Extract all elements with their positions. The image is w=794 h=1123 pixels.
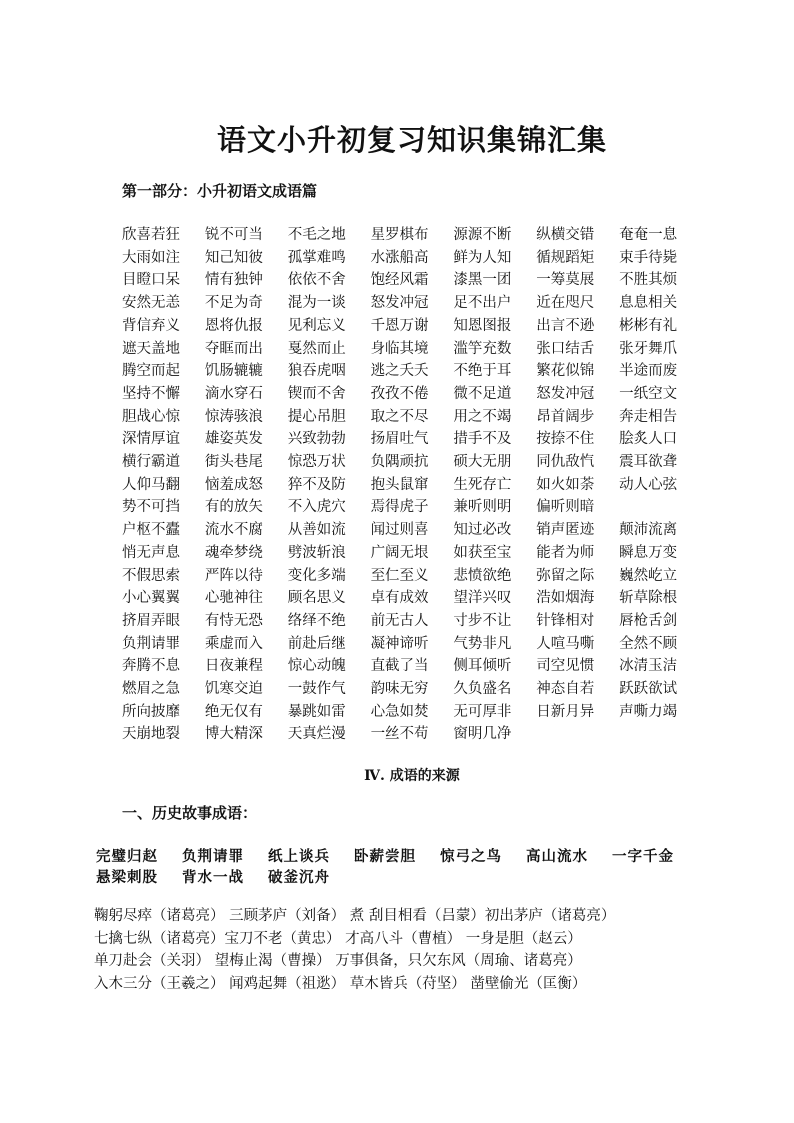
idiom-item: 锐不可当 <box>204 227 263 243</box>
idiom-item: 水涨船高 <box>370 249 429 266</box>
idiom-item: 混为一谈 <box>287 295 346 312</box>
idiom-item: 直截了当 <box>370 658 429 675</box>
idiom-item: 抱头鼠窜 <box>370 476 429 493</box>
idiom-item: 息息相关 <box>619 295 678 312</box>
idiom-item: 侧耳倾听 <box>453 658 512 675</box>
idiom-grid <box>122 224 702 746</box>
idiom-item <box>536 723 619 746</box>
idiom-item: 取之不尽 <box>370 408 429 425</box>
idiom-item: 足不出户 <box>453 295 512 312</box>
idiom-item: 负荆请罪 <box>122 635 180 652</box>
idiom-item: 不毛之地 <box>287 227 346 243</box>
story-idiom-row <box>96 866 354 887</box>
idiom-item: 街头巷尾 <box>204 454 263 471</box>
idiom-item: 遮天盖地 <box>122 340 180 357</box>
idiom-item: 销声匿迹 <box>536 522 595 539</box>
story-idiom: 破釜沉舟 <box>268 869 330 886</box>
story-idiom: 一字千金 <box>612 848 674 865</box>
idiom-item <box>619 723 702 746</box>
idiom-item: 人喧马嘶 <box>536 635 595 652</box>
idiom-item: 颠沛流离 <box>619 522 678 539</box>
idiom-item: 雄姿英发 <box>204 431 263 448</box>
idiom-item: 锲而不舍 <box>287 385 346 402</box>
idiom-item: 如火如荼 <box>536 476 595 493</box>
part1-heading: 第一部分：小升初语文成语篇 <box>122 182 318 200</box>
idiom-item: 冰清玉洁 <box>619 658 678 675</box>
story-idiom: 背水一战 <box>182 869 244 886</box>
idiom-item: 微不足道 <box>453 385 512 402</box>
idiom-item: 久负盛名 <box>453 681 512 698</box>
idiom-item: 近在咫尺 <box>536 295 595 312</box>
idiom-item: 乘虚而入 <box>204 635 263 652</box>
idiom-item: 知恩图报 <box>453 317 512 334</box>
idiom-item: 孤掌难鸣 <box>287 249 346 266</box>
idiom-item: 一纸空文 <box>619 385 678 402</box>
idiom-item: 心驰神往 <box>204 590 263 607</box>
idiom-item: 前赴后继 <box>287 635 346 652</box>
idiom-item: 魂牵梦绕 <box>204 544 263 561</box>
idiom-item: 深情厚谊 <box>122 431 180 448</box>
idiom-item: 夺眶而出 <box>204 340 263 357</box>
idiom-item: 措手不及 <box>453 431 512 448</box>
idiom-item: 猝不及防 <box>287 476 346 493</box>
idiom-item: 千恩万谢 <box>370 317 429 334</box>
idiom-item: 悄无声息 <box>122 544 180 561</box>
idiom-item: 孜孜不倦 <box>370 385 429 402</box>
idiom-item: 纵横交错 <box>536 227 595 243</box>
idiom-item: 生死存亡 <box>453 476 512 493</box>
idiom-item: 天崩地裂 <box>122 726 180 743</box>
idiom-item: 瞬息万变 <box>619 544 678 561</box>
idiom-item: 动人心弦 <box>619 476 678 493</box>
idiom-item: 知过必改 <box>453 522 512 539</box>
idiom-item: 提心吊胆 <box>287 408 346 425</box>
idiom-item: 挤眉弄眼 <box>122 612 180 629</box>
idiom-item: 弥留之际 <box>536 567 595 584</box>
idiom-item: 逃之夭夭 <box>370 363 429 380</box>
idiom-item: 前无古人 <box>370 612 429 629</box>
idiom-source-line: 入木三分（王羲之） 闻鸡起舞（祖逖） 草木皆兵（苻坚） 凿壁偷光（匡衡） <box>94 975 587 992</box>
idiom-item: 至仁至义 <box>370 567 429 584</box>
idiom-item: 从善如流 <box>287 522 346 539</box>
idiom-item: 焉得虎子 <box>370 499 429 516</box>
idiom-item: 怒发冲冠 <box>536 385 595 402</box>
idiom-item: 震耳欲聋 <box>619 454 678 471</box>
idiom-item: 凝神谛听 <box>370 635 429 652</box>
idiom-item: 一丝不苟 <box>370 726 429 743</box>
idiom-item: 日新月异 <box>536 703 595 720</box>
idiom-item: 源源不断 <box>453 227 512 243</box>
idiom-item: 暴跳如雷 <box>287 703 346 720</box>
idiom-item: 严阵以待 <box>204 567 263 584</box>
story-idiom: 负荆请罪 <box>182 848 244 865</box>
idiom-item: 司空见惯 <box>536 658 595 675</box>
idiom-item: 一筹莫展 <box>536 272 595 289</box>
idiom-item: 所向披靡 <box>122 703 180 720</box>
idiom-source-line: 七擒七纵（诸葛亮）宝刀不老（黄忠） 才高八斗（曹植） 一身是胆（赵云） <box>94 930 582 947</box>
idiom-item: 窗明几净 <box>453 726 512 743</box>
idiom-item: 饥寒交迫 <box>204 681 263 698</box>
idiom-item: 惊涛骇浪 <box>204 408 263 425</box>
story-idiom: 卧薪尝胆 <box>354 848 416 865</box>
idiom-item: 无可厚非 <box>453 703 512 720</box>
idiom-source-line: 鞠躬尽瘁（诸葛亮） 三顾茅庐（刘备） 煮 刮目相看（吕蒙）初出茅庐（诸葛亮） <box>94 908 616 924</box>
idiom-item: 昂首阔步 <box>536 408 595 425</box>
idiom-item: 斩草除根 <box>619 590 678 607</box>
idiom-item: 扬眉吐气 <box>370 431 429 448</box>
idiom-item: 脍炙人口 <box>619 431 678 448</box>
idiom-item: 气势非凡 <box>453 635 512 652</box>
idiom-item: 张口结舌 <box>536 340 595 357</box>
idiom-item: 不足为奇 <box>204 295 263 312</box>
idiom-item: 张牙舞爪 <box>619 340 678 357</box>
idiom-item: 兼听则明 <box>453 499 512 516</box>
story-idiom: 惊弓之鸟 <box>440 848 502 865</box>
idiom-item: 跃跃欲试 <box>619 681 678 698</box>
idiom-item: 惊恐万状 <box>287 454 346 471</box>
story-idiom: 完璧归赵 <box>96 848 158 865</box>
idiom-item: 惊心动魄 <box>287 658 346 675</box>
idiom-item: 博大精深 <box>204 726 263 743</box>
idiom-item: 半途而废 <box>619 363 678 380</box>
idiom-item: 心急如焚 <box>370 703 429 720</box>
section-heading-idiom-source: Ⅳ. 成语的来源 <box>364 768 460 784</box>
idiom-item: 目瞪口呆 <box>122 272 180 289</box>
idiom-item: 全然不顾 <box>619 635 678 652</box>
idiom-item: 出言不逊 <box>536 317 595 334</box>
idiom-item: 悲愤欲绝 <box>453 567 512 584</box>
idiom-item: 腾空而起 <box>122 363 180 380</box>
idiom-item: 一鼓作气 <box>287 681 346 698</box>
idiom-item: 彬彬有礼 <box>619 317 678 334</box>
idiom-item: 燃眉之急 <box>122 681 180 698</box>
idiom-item: 身临其境 <box>370 340 429 357</box>
idiom-item: 劈波斩浪 <box>287 544 346 561</box>
history-story-heading: 一、历史故事成语： <box>122 804 258 822</box>
idiom-item: 不胜其烦 <box>619 272 678 289</box>
idiom-item <box>619 496 702 519</box>
idiom-item: 绝无仅有 <box>204 703 263 720</box>
idiom-item: 声嘶力竭 <box>619 703 678 720</box>
idiom-item: 欣喜若狂 <box>122 227 180 243</box>
idiom-item: 如获至宝 <box>453 544 512 561</box>
idiom-item: 狼吞虎咽 <box>287 363 346 380</box>
idiom-item: 大雨如注 <box>122 249 180 266</box>
idiom-item: 戛然而止 <box>287 340 346 357</box>
idiom-item: 神态自若 <box>536 681 595 698</box>
idiom-item: 负隅顽抗 <box>370 454 429 471</box>
idiom-item: 依依不舍 <box>287 272 346 289</box>
story-idiom-row <box>96 845 698 866</box>
idiom-item: 兴致勃勃 <box>287 431 346 448</box>
idiom-item: 能者为师 <box>536 544 595 561</box>
idiom-item: 奄奄一息 <box>619 227 678 243</box>
idiom-item: 不假思索 <box>122 567 180 584</box>
idiom-item: 饱经风霜 <box>370 272 429 289</box>
idiom-item: 天真烂漫 <box>287 726 346 743</box>
idiom-item: 不绝于耳 <box>453 363 512 380</box>
idiom-item: 横行霸道 <box>122 454 180 471</box>
idiom-item: 恼羞成怒 <box>204 476 263 493</box>
idiom-item: 络绎不绝 <box>287 612 346 629</box>
idiom-item: 见利忘义 <box>287 317 346 334</box>
idiom-item: 寸步不让 <box>453 612 512 629</box>
story-idiom: 纸上谈兵 <box>268 848 330 865</box>
idiom-source-line: 单刀赴会（关羽） 望梅止渴（曹操） 万事俱备，只欠东风（周瑜、诸葛亮） <box>94 953 582 969</box>
idiom-item: 有的放矢 <box>204 499 263 516</box>
idiom-item: 人仰马翻 <box>122 476 180 493</box>
idiom-item: 韵味无穷 <box>370 681 429 698</box>
idiom-item: 情有独钟 <box>204 272 263 289</box>
idiom-item: 滴水穿石 <box>204 385 263 402</box>
idiom-item: 有恃无恐 <box>204 612 263 629</box>
idiom-item: 坚持不懈 <box>122 385 180 402</box>
idiom-item: 浩如烟海 <box>536 590 595 607</box>
idiom-item: 流水不腐 <box>204 522 263 539</box>
idiom-item: 安然无恙 <box>122 295 180 312</box>
idiom-item: 背信弃义 <box>122 317 180 334</box>
story-idiom: 悬梁刺股 <box>96 869 158 886</box>
idiom-item: 针锋相对 <box>536 612 595 629</box>
idiom-item: 小心翼翼 <box>122 590 180 607</box>
idiom-item: 偏听则暗 <box>536 499 595 516</box>
idiom-item: 顾名思义 <box>287 590 346 607</box>
idiom-item: 循规蹈矩 <box>536 249 595 266</box>
idiom-item: 不入虎穴 <box>287 499 346 516</box>
idiom-item: 繁花似锦 <box>536 363 595 380</box>
idiom-item: 滥竽充数 <box>453 340 512 357</box>
idiom-item: 鲜为人知 <box>453 249 512 266</box>
idiom-item: 按捺不住 <box>536 431 595 448</box>
idiom-item: 漆黑一团 <box>453 272 512 289</box>
idiom-item: 知己知彼 <box>204 249 263 266</box>
idiom-item: 闻过则喜 <box>370 522 429 539</box>
idiom-item: 奔腾不息 <box>122 658 180 675</box>
idiom-item: 望洋兴叹 <box>453 590 512 607</box>
page-title: 语文小升初复习知识集锦汇集 <box>216 123 607 157</box>
idiom-item: 卓有成效 <box>370 590 429 607</box>
idiom-item: 唇枪舌剑 <box>619 612 678 629</box>
idiom-item: 势不可挡 <box>122 499 180 516</box>
idiom-item: 奔走相告 <box>619 408 678 425</box>
idiom-item: 硕大无朋 <box>453 454 512 471</box>
idiom-item: 日夜兼程 <box>204 658 263 675</box>
idiom-item: 用之不竭 <box>453 408 512 425</box>
idiom-item: 饥肠辘辘 <box>204 363 263 380</box>
idiom-item: 巍然屹立 <box>619 567 678 584</box>
idiom-item: 变化多端 <box>287 567 346 584</box>
idiom-item: 同仇敌忾 <box>536 454 595 471</box>
idiom-source-list <box>94 905 615 995</box>
idiom-item: 户枢不蠹 <box>122 522 180 539</box>
idiom-item: 星罗棋布 <box>370 227 429 243</box>
idiom-item: 胆战心惊 <box>122 408 180 425</box>
story-idiom: 高山流水 <box>526 848 588 865</box>
idiom-item: 怒发冲冠 <box>370 295 429 312</box>
idiom-item: 广阔无垠 <box>370 544 429 561</box>
idiom-item: 束手待毙 <box>619 249 678 266</box>
idiom-item: 恩将仇报 <box>204 317 263 334</box>
